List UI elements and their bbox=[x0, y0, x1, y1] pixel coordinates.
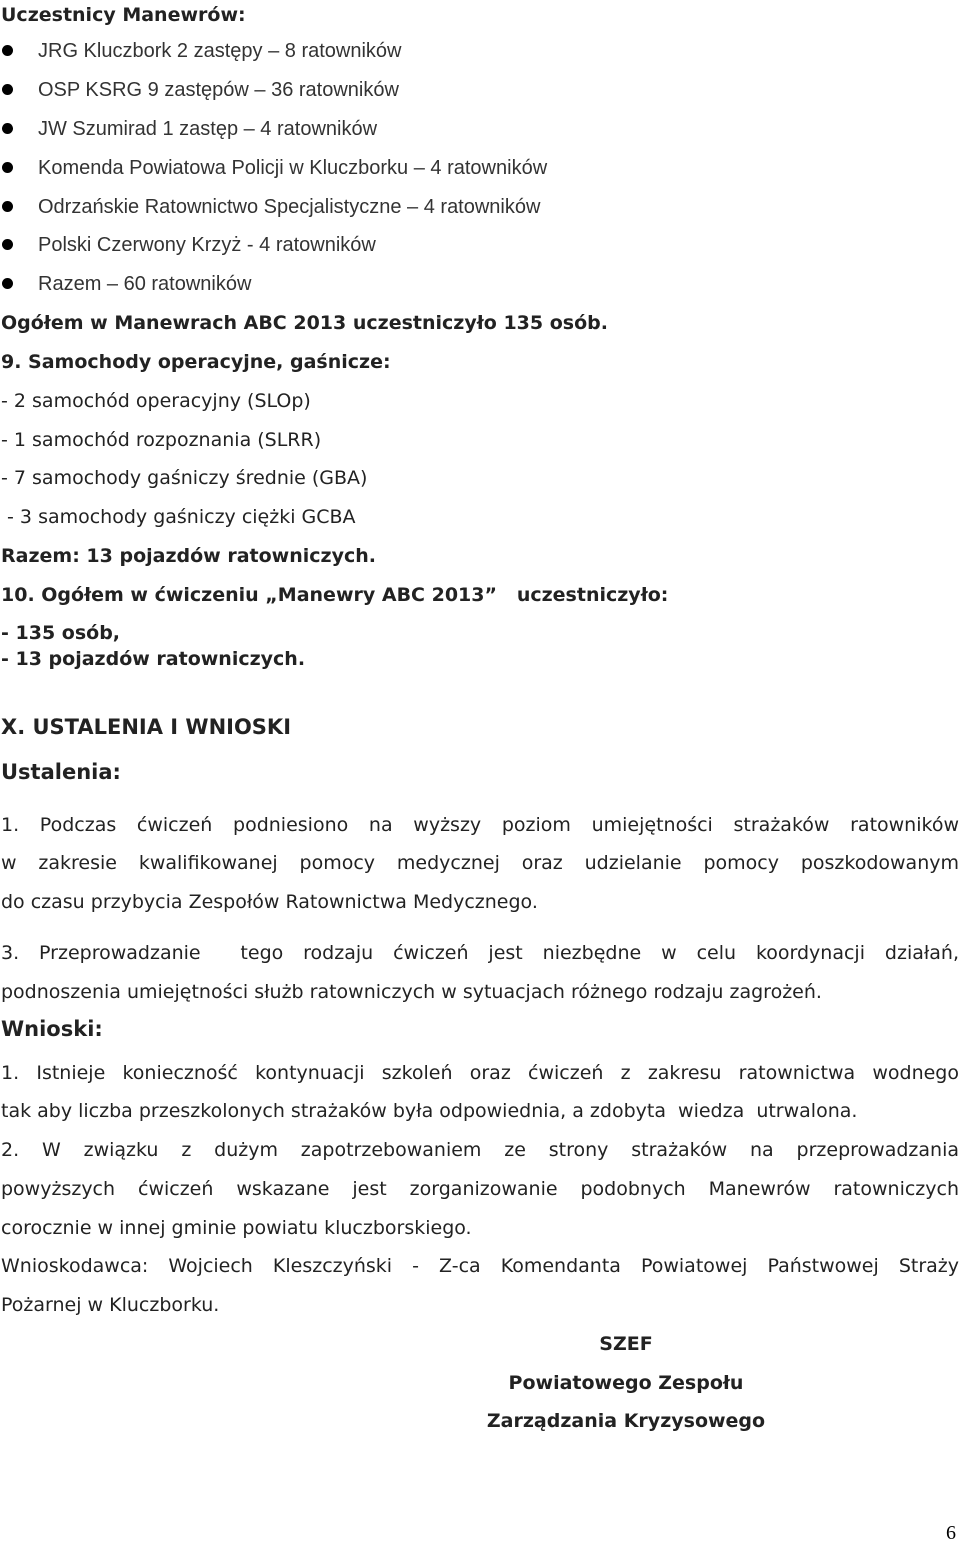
list-item: Razem – 60 ratowników bbox=[38, 273, 252, 295]
page-number: 6 bbox=[946, 1522, 956, 1544]
bullet-dot-icon bbox=[2, 239, 13, 250]
ustalenia-3-line: podnoszenia umiejętności służb ratowniczych w sytuacjach różnego rodzaju zagrożeń. bbox=[1, 981, 822, 1003]
vehicles-total: Razem: 13 pojazdów ratowniczych. bbox=[1, 545, 376, 567]
section-x-heading: X. USTALENIA I WNIOSKI bbox=[1, 715, 292, 739]
bullet-dot-icon bbox=[2, 162, 13, 173]
vehicle-item: - 3 samochody gaśniczy ciężki GCBA bbox=[1, 506, 356, 528]
list-item: Komenda Powiatowa Policji w Kluczborku – 4 ratowników bbox=[38, 157, 548, 179]
wnioski-heading: Wnioski: bbox=[1, 1017, 103, 1041]
ustalenia-3-line: 3. Przeprowadzanie tego rodzaju ćwiczeń jest niezbędne w celu koordynacji działań, bbox=[1, 942, 959, 964]
bullet-dot-icon bbox=[2, 278, 13, 289]
list-item: JRG Kluczbork 2 zastępy – 8 ratowników bbox=[38, 40, 402, 62]
applicant-line: Wnioskodawca: Wojciech Kleszczyński - Z-ca Komendanta Powiatowej Państwowej Straży bbox=[1, 1255, 959, 1277]
list-item: Polski Czerwony Krzyż - 4 ratowników bbox=[38, 234, 376, 256]
section-9-heading: 9. Samochody operacyjne, gaśnicze: bbox=[1, 351, 391, 373]
ustalenia-1-line: do czasu przybycia Zespołów Ratownictwa Medycznego. bbox=[1, 891, 538, 913]
vehicle-item: - 2 samochód operacyjny (SLOp) bbox=[1, 390, 311, 412]
ustalenia-heading: Ustalenia: bbox=[1, 760, 121, 784]
wnioski-2-line: powyższych ćwiczeń wskazane jest zorganizowanie podobnych Manewrów ratowniczych bbox=[1, 1178, 959, 1200]
total-people: Ogółem w Manewrach ABC 2013 uczestniczyło 135 osób. bbox=[1, 312, 608, 334]
list-item: JW Szumirad 1 zastęp – 4 ratowników bbox=[38, 118, 378, 140]
vehicle-item: - 7 samochody gaśniczy średnie (GBA) bbox=[1, 467, 368, 489]
bullet-dot-icon bbox=[2, 201, 13, 212]
ustalenia-1-line: 1. Podczas ćwiczeń podniesiono na wyższy poziom umiejętności strażaków ratowników bbox=[1, 814, 959, 836]
bullet-dot-icon bbox=[2, 45, 13, 56]
ustalenia-1-line: w zakresie kwalifikowanej pomocy medycznej oraz udzielanie pomocy poszkodowanym bbox=[1, 852, 959, 874]
wnioski-1-line: 1. Istnieje konieczność kontynuacji szkoleń oraz ćwiczeń z zakresu ratownictwa wodnego bbox=[1, 1062, 959, 1084]
list-item: Odrzańskie Ratownictwo Specjalistyczne – 4 ratowników bbox=[38, 196, 541, 218]
signature-title: SZEF bbox=[599, 1333, 653, 1355]
wnioski-2-line: 2. W związku z dużym zapotrzebowaniem ze strony strażaków na przeprowadzania bbox=[1, 1139, 959, 1161]
bullet-dot-icon bbox=[2, 123, 13, 134]
bullet-dot-icon bbox=[2, 84, 13, 95]
section-10-line: - 13 pojazdów ratowniczych. bbox=[1, 648, 306, 670]
section-10-line: - 135 osób, bbox=[1, 622, 121, 644]
signature-line: Powiatowego Zespołu bbox=[508, 1372, 744, 1394]
list-item: OSP KSRG 9 zastępów – 36 ratowników bbox=[38, 79, 399, 101]
wnioski-1-line: tak aby liczba przeszkolonych strażaków była odpowiednia, a zdobyta wiedza utrwalona. bbox=[1, 1100, 858, 1122]
wnioski-2-line: corocznie w innej gminie powiatu kluczborskiego. bbox=[1, 1217, 472, 1239]
vehicle-item: - 1 samochód rozpoznania (SLRR) bbox=[1, 429, 322, 451]
signature-line: Zarządzania Kryzysowego bbox=[486, 1410, 766, 1432]
participants-heading: Uczestnicy Manewrów: bbox=[1, 4, 246, 26]
section-10-heading: 10. Ogółem w ćwiczeniu „Manewry ABC 2013” uczestniczyło: bbox=[1, 584, 669, 606]
applicant-line: Pożarnej w Kluczborku. bbox=[1, 1294, 220, 1316]
